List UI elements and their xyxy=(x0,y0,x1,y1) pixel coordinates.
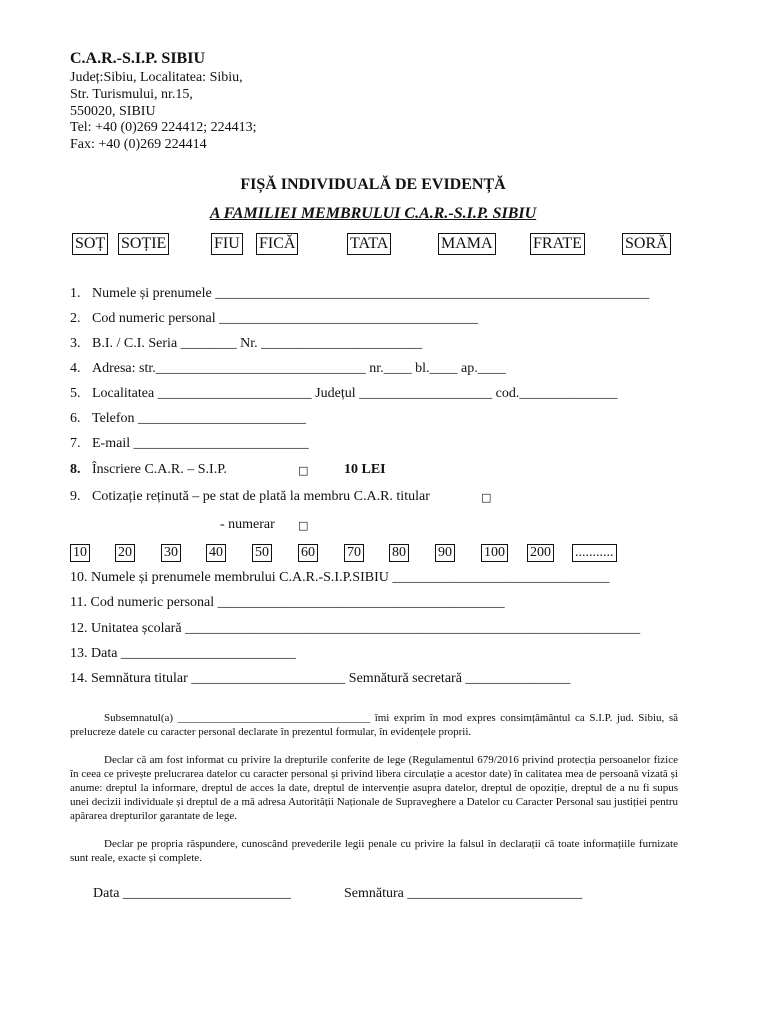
field-number: 6. xyxy=(70,411,81,426)
address-line: Județ:Sibiu, Localitatea: Sibiu, xyxy=(70,70,243,85)
amount-option[interactable]: 70 xyxy=(344,544,364,562)
rights-paragraph: Declar că am fost informat cu privire la drepturile conferite de lege (Regulamentul 679/2016 privind protecția persoanelor fizice în ceea ce privește prelucrarea datelor cu caracter personal și privind libera circulație a acestor date) în calitatea mea de persoană vizată și anume: dreptul la informare, dreptul de acces la date, dreptul de intervenție asupra datelor, dreptul de opoziție, dreptul de a nu fi supus unei decizii individuale și dreptul de a mă adresa Autorității Naționale de Supraveghere a Datelor cu Caracter Personal sau justiției pentru apărarea drepturilor garantate de lege. xyxy=(70,754,678,822)
field-id-card[interactable] xyxy=(70,336,422,352)
payroll-checkbox[interactable]: □ xyxy=(481,491,492,504)
fax-line: Fax: +40 (0)269 224414 xyxy=(70,137,207,152)
field-label: Cod numeric personal _____________________________________ xyxy=(92,311,479,326)
field-contribution xyxy=(70,489,430,505)
relation-option-tata[interactable]: TATA xyxy=(347,233,391,255)
amount-option[interactable]: 50 xyxy=(252,544,272,562)
relation-option-mama[interactable]: MAMA xyxy=(438,233,496,255)
amount-option[interactable]: 90 xyxy=(435,544,455,562)
field-member-name[interactable]: 10. Numele și prenumele membrului C.A.R.-S.I.P.SIBIU _______________________________ xyxy=(70,570,610,585)
footer-signature-field[interactable]: Semnătura _________________________ xyxy=(344,886,583,901)
relation-option-fica[interactable]: FICĂ xyxy=(256,233,298,255)
relation-option-sora[interactable]: SORĂ xyxy=(622,233,671,255)
field-label: B.I. / C.I. Seria ________ Nr. _______________________ xyxy=(92,336,423,351)
field-number: 4. xyxy=(70,361,81,376)
field-number: 5. xyxy=(70,386,81,401)
amount-option[interactable]: 30 xyxy=(161,544,181,562)
field-number: 8. xyxy=(70,462,81,477)
amount-option[interactable]: 200 xyxy=(527,544,554,562)
field-cnp[interactable] xyxy=(70,311,478,327)
truth-declaration-paragraph: Declar pe propria răspundere, cunoscând prevederile legii penale cu privire la falsul în declarații că toate informațiile furnizate sunt reale, exacte și complete. xyxy=(70,838,678,864)
amount-option[interactable]: 60 xyxy=(298,544,318,562)
field-number: 1. xyxy=(70,286,81,301)
phone-line: Tel: +40 (0)269 224412; 224413; xyxy=(70,120,257,135)
relation-option-frate[interactable]: FRATE xyxy=(530,233,585,255)
relation-option-sotie[interactable]: SOȚIE xyxy=(118,233,169,255)
amount-option[interactable]: 100 xyxy=(481,544,508,562)
form-title: FIȘĂ INDIVIDUALĂ DE EVIDENȚĂ xyxy=(240,176,506,193)
field-label: Adresa: str.______________________________ nr.____ bl.____ ap.____ xyxy=(92,361,506,376)
field-label: Localitatea ______________________ Județul ___________________ cod.______________ xyxy=(92,386,618,401)
registration-fee: 10 LEI xyxy=(344,462,386,477)
consent-paragraph: Subsemnatul(a) ___________________________________ îmi exprim în mod expres consimțământul ca S.I.P. jud. Sibiu, să prelucreze datele cu caracter personal declarate în prezentul formular, în evidențele proprii. xyxy=(70,712,678,738)
field-registration xyxy=(70,462,227,478)
field-member-cnp[interactable]: 11. Cod numeric personal _________________________________________ xyxy=(70,595,505,610)
amount-option[interactable]: 40 xyxy=(206,544,226,562)
field-number: 7. xyxy=(70,436,81,451)
field-label: Numele și prenumele ______________________________________________________________ xyxy=(92,286,650,301)
field-address[interactable] xyxy=(70,361,506,377)
field-number: 9. xyxy=(70,489,81,504)
amount-option[interactable]: 20 xyxy=(115,544,135,562)
field-label: Cotizație reținută – pe stat de plată la membru C.A.R. titular xyxy=(92,489,430,504)
field-date[interactable]: 13. Data _________________________ xyxy=(70,646,296,661)
field-school-unit[interactable]: 12. Unitatea școlară _________________________________________________________________ xyxy=(70,621,641,636)
field-phone[interactable] xyxy=(70,411,306,427)
field-email[interactable] xyxy=(70,436,309,452)
amount-option[interactable]: 10 xyxy=(70,544,90,562)
relation-option-fiu[interactable]: FIU xyxy=(211,233,243,255)
field-full-name[interactable] xyxy=(70,286,649,302)
field-number: 2. xyxy=(70,311,81,326)
field-label: Înscriere C.A.R. – S.I.P. xyxy=(92,462,227,477)
field-locality[interactable] xyxy=(70,386,617,402)
relation-option-sot[interactable]: SOȚ xyxy=(72,233,108,255)
footer-date-field[interactable]: Data ________________________ xyxy=(93,886,291,901)
form-subtitle: A FAMILIEI MEMBRULUI C.A.R.-S.I.P. SIBIU xyxy=(209,205,537,222)
address-line: Str. Turismului, nr.15, xyxy=(70,87,193,102)
field-number: 3. xyxy=(70,336,81,351)
cash-label: - numerar xyxy=(220,517,275,532)
field-label: E-mail _________________________ xyxy=(92,436,309,451)
field-label: Telefon ________________________ xyxy=(92,411,307,426)
cash-checkbox[interactable]: □ xyxy=(298,519,309,532)
address-line: 550020, SIBIU xyxy=(70,104,156,119)
field-signatures[interactable]: 14. Semnătura titular ______________________ Semnătură secretară _______________ xyxy=(70,671,571,686)
organization-name: C.A.R.-S.I.P. SIBIU xyxy=(70,50,205,67)
registration-checkbox[interactable]: □ xyxy=(298,464,309,477)
amount-option[interactable]: 80 xyxy=(389,544,409,562)
amount-option-other[interactable]: ........... xyxy=(572,544,617,562)
